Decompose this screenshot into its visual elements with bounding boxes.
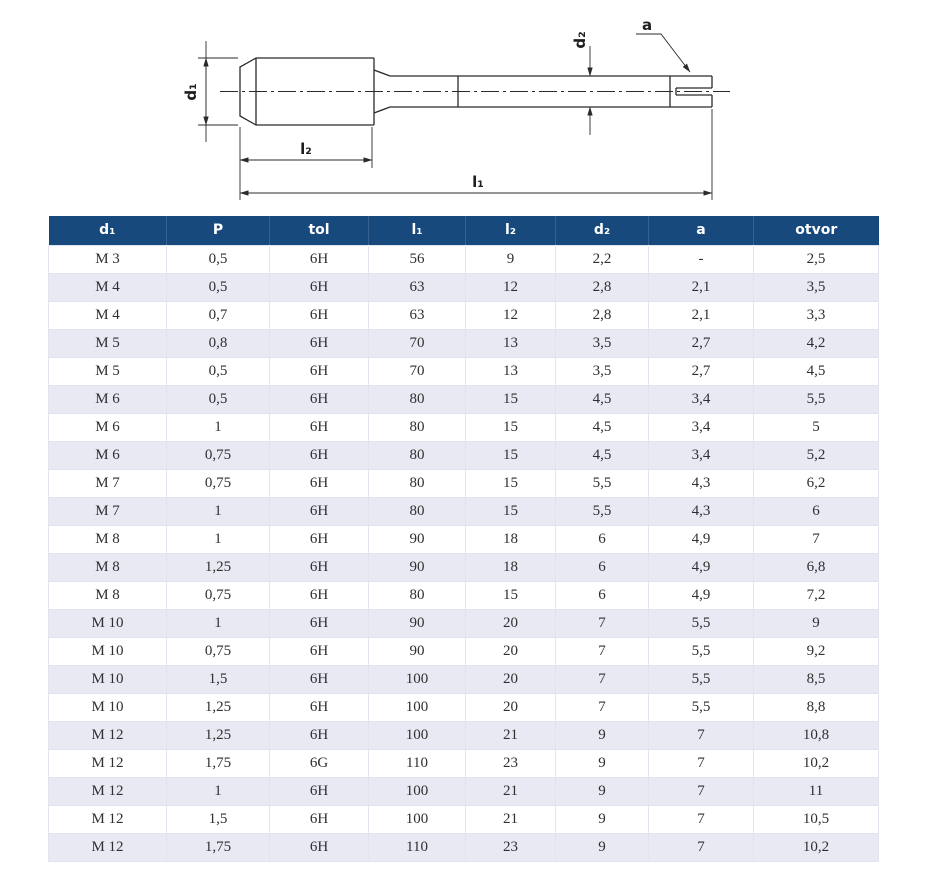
table-cell: 63 bbox=[369, 301, 466, 329]
table-cell: 6H bbox=[270, 245, 369, 273]
table-cell: 100 bbox=[369, 777, 466, 805]
table-cell: 5,2 bbox=[754, 441, 879, 469]
table-cell: 6 bbox=[556, 581, 649, 609]
table-cell: 1,25 bbox=[167, 553, 270, 581]
table-cell: 6H bbox=[270, 805, 369, 833]
table-cell: 6H bbox=[270, 777, 369, 805]
table-cell: 12 bbox=[466, 273, 556, 301]
table-cell: 1 bbox=[167, 609, 270, 637]
table-cell: 21 bbox=[466, 721, 556, 749]
table-cell: 12 bbox=[466, 301, 556, 329]
table-cell: 0,5 bbox=[167, 245, 270, 273]
table-cell: 4,5 bbox=[556, 413, 649, 441]
column-header: otvor bbox=[754, 216, 879, 245]
table-cell: 80 bbox=[369, 497, 466, 525]
column-header: l₂ bbox=[466, 216, 556, 245]
dim-label-a: a bbox=[641, 16, 653, 34]
column-header: tol bbox=[270, 216, 369, 245]
dim-label-d1: d₁ bbox=[182, 83, 200, 101]
table-cell: 4,5 bbox=[754, 357, 879, 385]
table-cell: 15 bbox=[466, 581, 556, 609]
table-cell: 4,9 bbox=[649, 581, 754, 609]
table-cell: 70 bbox=[369, 329, 466, 357]
table-cell: 90 bbox=[369, 637, 466, 665]
table-cell: 6H bbox=[270, 301, 369, 329]
table-cell: M 8 bbox=[49, 553, 167, 581]
table-cell: 10,8 bbox=[754, 721, 879, 749]
table-cell: 80 bbox=[369, 385, 466, 413]
table-cell: 3,4 bbox=[649, 413, 754, 441]
table-cell: 100 bbox=[369, 665, 466, 693]
table-cell: 6H bbox=[270, 497, 369, 525]
column-header: d₂ bbox=[556, 216, 649, 245]
table-cell: 6H bbox=[270, 693, 369, 721]
table-row bbox=[49, 749, 879, 777]
table-cell: 7 bbox=[556, 693, 649, 721]
table-cell: 9 bbox=[556, 833, 649, 861]
table-cell: 6H bbox=[270, 385, 369, 413]
table-cell: 7 bbox=[556, 665, 649, 693]
technical-drawing bbox=[0, 0, 925, 216]
table-cell: 18 bbox=[466, 553, 556, 581]
table-cell: 100 bbox=[369, 693, 466, 721]
table-cell: 80 bbox=[369, 413, 466, 441]
table-cell: 4,3 bbox=[649, 469, 754, 497]
table-cell: 6H bbox=[270, 413, 369, 441]
table-cell: 80 bbox=[369, 469, 466, 497]
dim-label-l1: l₁ bbox=[472, 173, 484, 191]
column-header: a bbox=[649, 216, 754, 245]
table-cell: 110 bbox=[369, 749, 466, 777]
table-cell: 6G bbox=[270, 749, 369, 777]
table-cell: 9 bbox=[466, 245, 556, 273]
table-cell: 2,8 bbox=[556, 273, 649, 301]
table-cell: 7 bbox=[649, 777, 754, 805]
table-cell: 6H bbox=[270, 329, 369, 357]
spec-table-body bbox=[49, 245, 879, 861]
tap-drawing-svg bbox=[0, 0, 925, 216]
table-row bbox=[49, 525, 879, 553]
table-cell: 4,5 bbox=[556, 385, 649, 413]
table-cell: M 6 bbox=[49, 385, 167, 413]
table-cell: 1,5 bbox=[167, 665, 270, 693]
column-header: l₁ bbox=[369, 216, 466, 245]
table-cell: 20 bbox=[466, 693, 556, 721]
table-cell: M 5 bbox=[49, 329, 167, 357]
table-cell: 2,2 bbox=[556, 245, 649, 273]
table-cell: 21 bbox=[466, 777, 556, 805]
table-cell: 9 bbox=[556, 749, 649, 777]
table-row bbox=[49, 805, 879, 833]
table-row bbox=[49, 469, 879, 497]
table-cell: 20 bbox=[466, 637, 556, 665]
table-cell: 1,5 bbox=[167, 805, 270, 833]
table-cell: 20 bbox=[466, 665, 556, 693]
table-cell: 2,5 bbox=[754, 245, 879, 273]
table-cell: 6H bbox=[270, 721, 369, 749]
table-cell: 7 bbox=[754, 525, 879, 553]
table-cell: 6H bbox=[270, 273, 369, 301]
table-cell: 1,25 bbox=[167, 721, 270, 749]
table-cell: 10,2 bbox=[754, 749, 879, 777]
table-cell: 13 bbox=[466, 329, 556, 357]
table-row bbox=[49, 553, 879, 581]
table-cell: 63 bbox=[369, 273, 466, 301]
table-row bbox=[49, 609, 879, 637]
table-row bbox=[49, 329, 879, 357]
table-cell: 3,5 bbox=[556, 357, 649, 385]
table-cell: 0,75 bbox=[167, 469, 270, 497]
table-cell: 0,5 bbox=[167, 273, 270, 301]
table-cell: 70 bbox=[369, 357, 466, 385]
table-cell: 6 bbox=[556, 525, 649, 553]
table-cell: 6H bbox=[270, 833, 369, 861]
table-cell: 7 bbox=[649, 833, 754, 861]
table-cell: 5,5 bbox=[649, 637, 754, 665]
table-cell: 15 bbox=[466, 441, 556, 469]
table-row bbox=[49, 833, 879, 861]
table-cell: 8,8 bbox=[754, 693, 879, 721]
table-cell: 56 bbox=[369, 245, 466, 273]
table-cell: 80 bbox=[369, 441, 466, 469]
table-row bbox=[49, 385, 879, 413]
table-cell: 3,4 bbox=[649, 441, 754, 469]
table-header-row bbox=[49, 216, 879, 245]
dimension-lines bbox=[198, 34, 712, 200]
table-cell: 15 bbox=[466, 413, 556, 441]
table-cell: 110 bbox=[369, 833, 466, 861]
table-cell: 80 bbox=[369, 581, 466, 609]
table-cell: 20 bbox=[466, 609, 556, 637]
table-cell: 1,25 bbox=[167, 693, 270, 721]
table-cell: 0,7 bbox=[167, 301, 270, 329]
table-cell: M 12 bbox=[49, 749, 167, 777]
table-cell: 10,2 bbox=[754, 833, 879, 861]
table-cell: 2,8 bbox=[556, 301, 649, 329]
table-cell: 7 bbox=[649, 805, 754, 833]
table-row bbox=[49, 721, 879, 749]
table-cell: 6H bbox=[270, 609, 369, 637]
table-cell: 5,5 bbox=[649, 665, 754, 693]
table-cell: 2,1 bbox=[649, 301, 754, 329]
table-cell: 1,75 bbox=[167, 749, 270, 777]
table-cell: 100 bbox=[369, 721, 466, 749]
table-row bbox=[49, 497, 879, 525]
table-cell: 6H bbox=[270, 469, 369, 497]
table-cell: 6,8 bbox=[754, 553, 879, 581]
dim-label-l2: l₂ bbox=[300, 140, 312, 158]
table-cell: 7 bbox=[649, 749, 754, 777]
table-cell: 9 bbox=[556, 777, 649, 805]
table-row bbox=[49, 777, 879, 805]
table-cell: 3,4 bbox=[649, 385, 754, 413]
table-cell: - bbox=[649, 245, 754, 273]
table-cell: 4,9 bbox=[649, 553, 754, 581]
table-cell: M 3 bbox=[49, 245, 167, 273]
table-cell: 7 bbox=[649, 721, 754, 749]
table-cell: 6 bbox=[556, 553, 649, 581]
table-cell: 5 bbox=[754, 413, 879, 441]
table-cell: 7 bbox=[556, 637, 649, 665]
table-cell: M 12 bbox=[49, 777, 167, 805]
table-cell: 15 bbox=[466, 469, 556, 497]
table-cell: 4,5 bbox=[556, 441, 649, 469]
table-cell: 6H bbox=[270, 525, 369, 553]
table-cell: 90 bbox=[369, 609, 466, 637]
table-cell: 6H bbox=[270, 357, 369, 385]
table-cell: 9 bbox=[556, 805, 649, 833]
spec-table bbox=[48, 216, 879, 862]
table-cell: 2,1 bbox=[649, 273, 754, 301]
table-cell: M 5 bbox=[49, 357, 167, 385]
table-cell: 90 bbox=[369, 553, 466, 581]
table-cell: 1 bbox=[167, 525, 270, 553]
table-cell: 0,75 bbox=[167, 441, 270, 469]
table-cell: 9 bbox=[556, 721, 649, 749]
table-cell: M 4 bbox=[49, 301, 167, 329]
table-row bbox=[49, 693, 879, 721]
table-row bbox=[49, 441, 879, 469]
table-cell: 23 bbox=[466, 833, 556, 861]
table-cell: 6H bbox=[270, 441, 369, 469]
table-cell: 1 bbox=[167, 497, 270, 525]
table-cell: 90 bbox=[369, 525, 466, 553]
table-cell: M 8 bbox=[49, 581, 167, 609]
table-cell: M 10 bbox=[49, 665, 167, 693]
table-row bbox=[49, 581, 879, 609]
table-cell: M 7 bbox=[49, 469, 167, 497]
table-cell: 9,2 bbox=[754, 637, 879, 665]
table-cell: 0,75 bbox=[167, 581, 270, 609]
table-cell: 3,5 bbox=[754, 273, 879, 301]
table-cell: 0,5 bbox=[167, 385, 270, 413]
table-cell: 3,3 bbox=[754, 301, 879, 329]
table-cell: 6,2 bbox=[754, 469, 879, 497]
table-cell: M 10 bbox=[49, 609, 167, 637]
table-cell: M 12 bbox=[49, 833, 167, 861]
table-row bbox=[49, 301, 879, 329]
table-cell: 5,5 bbox=[556, 469, 649, 497]
table-cell: 6H bbox=[270, 637, 369, 665]
table-cell: 1,75 bbox=[167, 833, 270, 861]
table-cell: 2,7 bbox=[649, 329, 754, 357]
table-cell: 18 bbox=[466, 525, 556, 553]
table-cell: 1 bbox=[167, 777, 270, 805]
table-cell: 6H bbox=[270, 665, 369, 693]
table-cell: M 6 bbox=[49, 413, 167, 441]
spec-table-container bbox=[48, 216, 878, 862]
table-cell: 5,5 bbox=[754, 385, 879, 413]
table-cell: M 10 bbox=[49, 693, 167, 721]
table-row bbox=[49, 413, 879, 441]
table-row bbox=[49, 273, 879, 301]
dim-label-d2: d₂ bbox=[571, 31, 589, 49]
table-cell: 0,8 bbox=[167, 329, 270, 357]
table-cell: 7 bbox=[556, 609, 649, 637]
table-cell: M 7 bbox=[49, 497, 167, 525]
table-cell: 10,5 bbox=[754, 805, 879, 833]
table-cell: 0,75 bbox=[167, 637, 270, 665]
table-cell: 21 bbox=[466, 805, 556, 833]
table-cell: 13 bbox=[466, 357, 556, 385]
table-cell: 4,2 bbox=[754, 329, 879, 357]
table-row bbox=[49, 637, 879, 665]
table-cell: M 8 bbox=[49, 525, 167, 553]
table-cell: 6H bbox=[270, 553, 369, 581]
table-cell: M 12 bbox=[49, 721, 167, 749]
table-cell: 8,5 bbox=[754, 665, 879, 693]
table-cell: 1 bbox=[167, 413, 270, 441]
table-cell: 5,5 bbox=[649, 609, 754, 637]
column-header: P bbox=[167, 216, 270, 245]
table-row bbox=[49, 245, 879, 273]
table-cell: 100 bbox=[369, 805, 466, 833]
table-row bbox=[49, 665, 879, 693]
spec-table-head bbox=[49, 216, 879, 245]
table-cell: 3,5 bbox=[556, 329, 649, 357]
table-cell: 0,5 bbox=[167, 357, 270, 385]
table-cell: M 10 bbox=[49, 637, 167, 665]
table-cell: M 4 bbox=[49, 273, 167, 301]
table-cell: 6H bbox=[270, 581, 369, 609]
table-cell: 9 bbox=[754, 609, 879, 637]
table-cell: 2,7 bbox=[649, 357, 754, 385]
table-cell: 23 bbox=[466, 749, 556, 777]
table-cell: 6 bbox=[754, 497, 879, 525]
table-cell: 5,5 bbox=[556, 497, 649, 525]
table-cell: 7,2 bbox=[754, 581, 879, 609]
table-cell: 4,3 bbox=[649, 497, 754, 525]
table-row bbox=[49, 357, 879, 385]
table-cell: 11 bbox=[754, 777, 879, 805]
table-cell: 15 bbox=[466, 497, 556, 525]
table-cell: 4,9 bbox=[649, 525, 754, 553]
table-cell: M 12 bbox=[49, 805, 167, 833]
table-cell: 15 bbox=[466, 385, 556, 413]
table-cell: 5,5 bbox=[649, 693, 754, 721]
column-header: d₁ bbox=[49, 216, 167, 245]
table-cell: M 6 bbox=[49, 441, 167, 469]
